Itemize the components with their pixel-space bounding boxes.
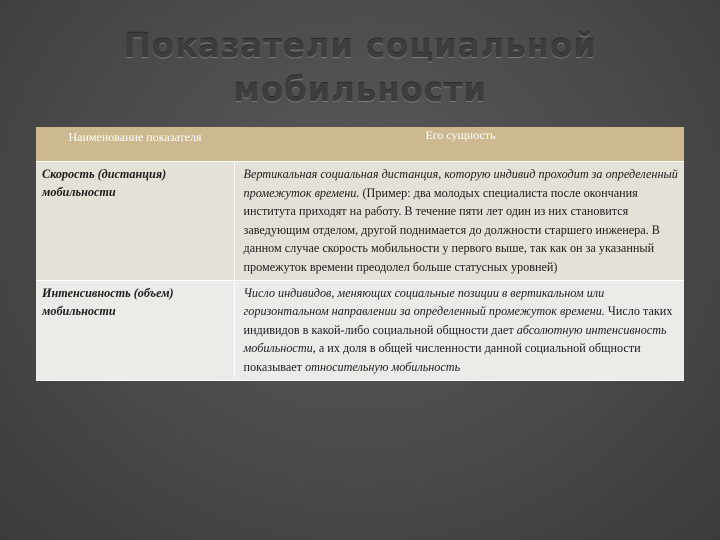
definition-text: , а их доля в общей численности данной социальной общности показывает [243,341,641,374]
definition-italic: Число индивидов, меняющих социальные позиции в вертикальном или горизонтальном направлении за определенный промежуток времени. [243,285,605,319]
header-essence: Его сущность [234,127,684,162]
indicators-table [36,127,684,381]
definition-example: (Пример: два молодых специалиста после окончания института приходят на работу. В течение пяти лет один из них становится заведующим отделом, другой поднимается до должности старшего инженера. В данном случае скорость мобильности у первого выше, так как он за указанный промежуток времени преодолел больше статусных уровней) [243,185,660,274]
slide-title-line-1: Показатели социальной [123,26,597,65]
indicator-name-speed: Скорость (дистанция) мобильности [36,162,234,281]
slide-title-line-2: мобильности [233,70,487,109]
term-absolute-intensity: абсолютную интенсивность мобильности [243,322,667,356]
table-row [36,162,684,281]
table-header-row [36,127,684,162]
indicator-definition-intensity [234,280,684,380]
indicator-name-intensity: Интенсивность (объем) мобильности [36,280,234,380]
definition-italic: Вертикальная социальная дистанция, которую индивид проходит за определенный промежуток времени. [243,167,678,200]
slide-title [0,24,720,112]
table-row [36,280,684,380]
definition-text: Число таких индивидов в какой-либо социальной общности дает [243,304,673,337]
indicator-definition-speed [234,162,684,281]
header-indicator-name: Наименование показателя [36,127,234,162]
term-relative-mobility: относительную мобильность [305,359,461,374]
